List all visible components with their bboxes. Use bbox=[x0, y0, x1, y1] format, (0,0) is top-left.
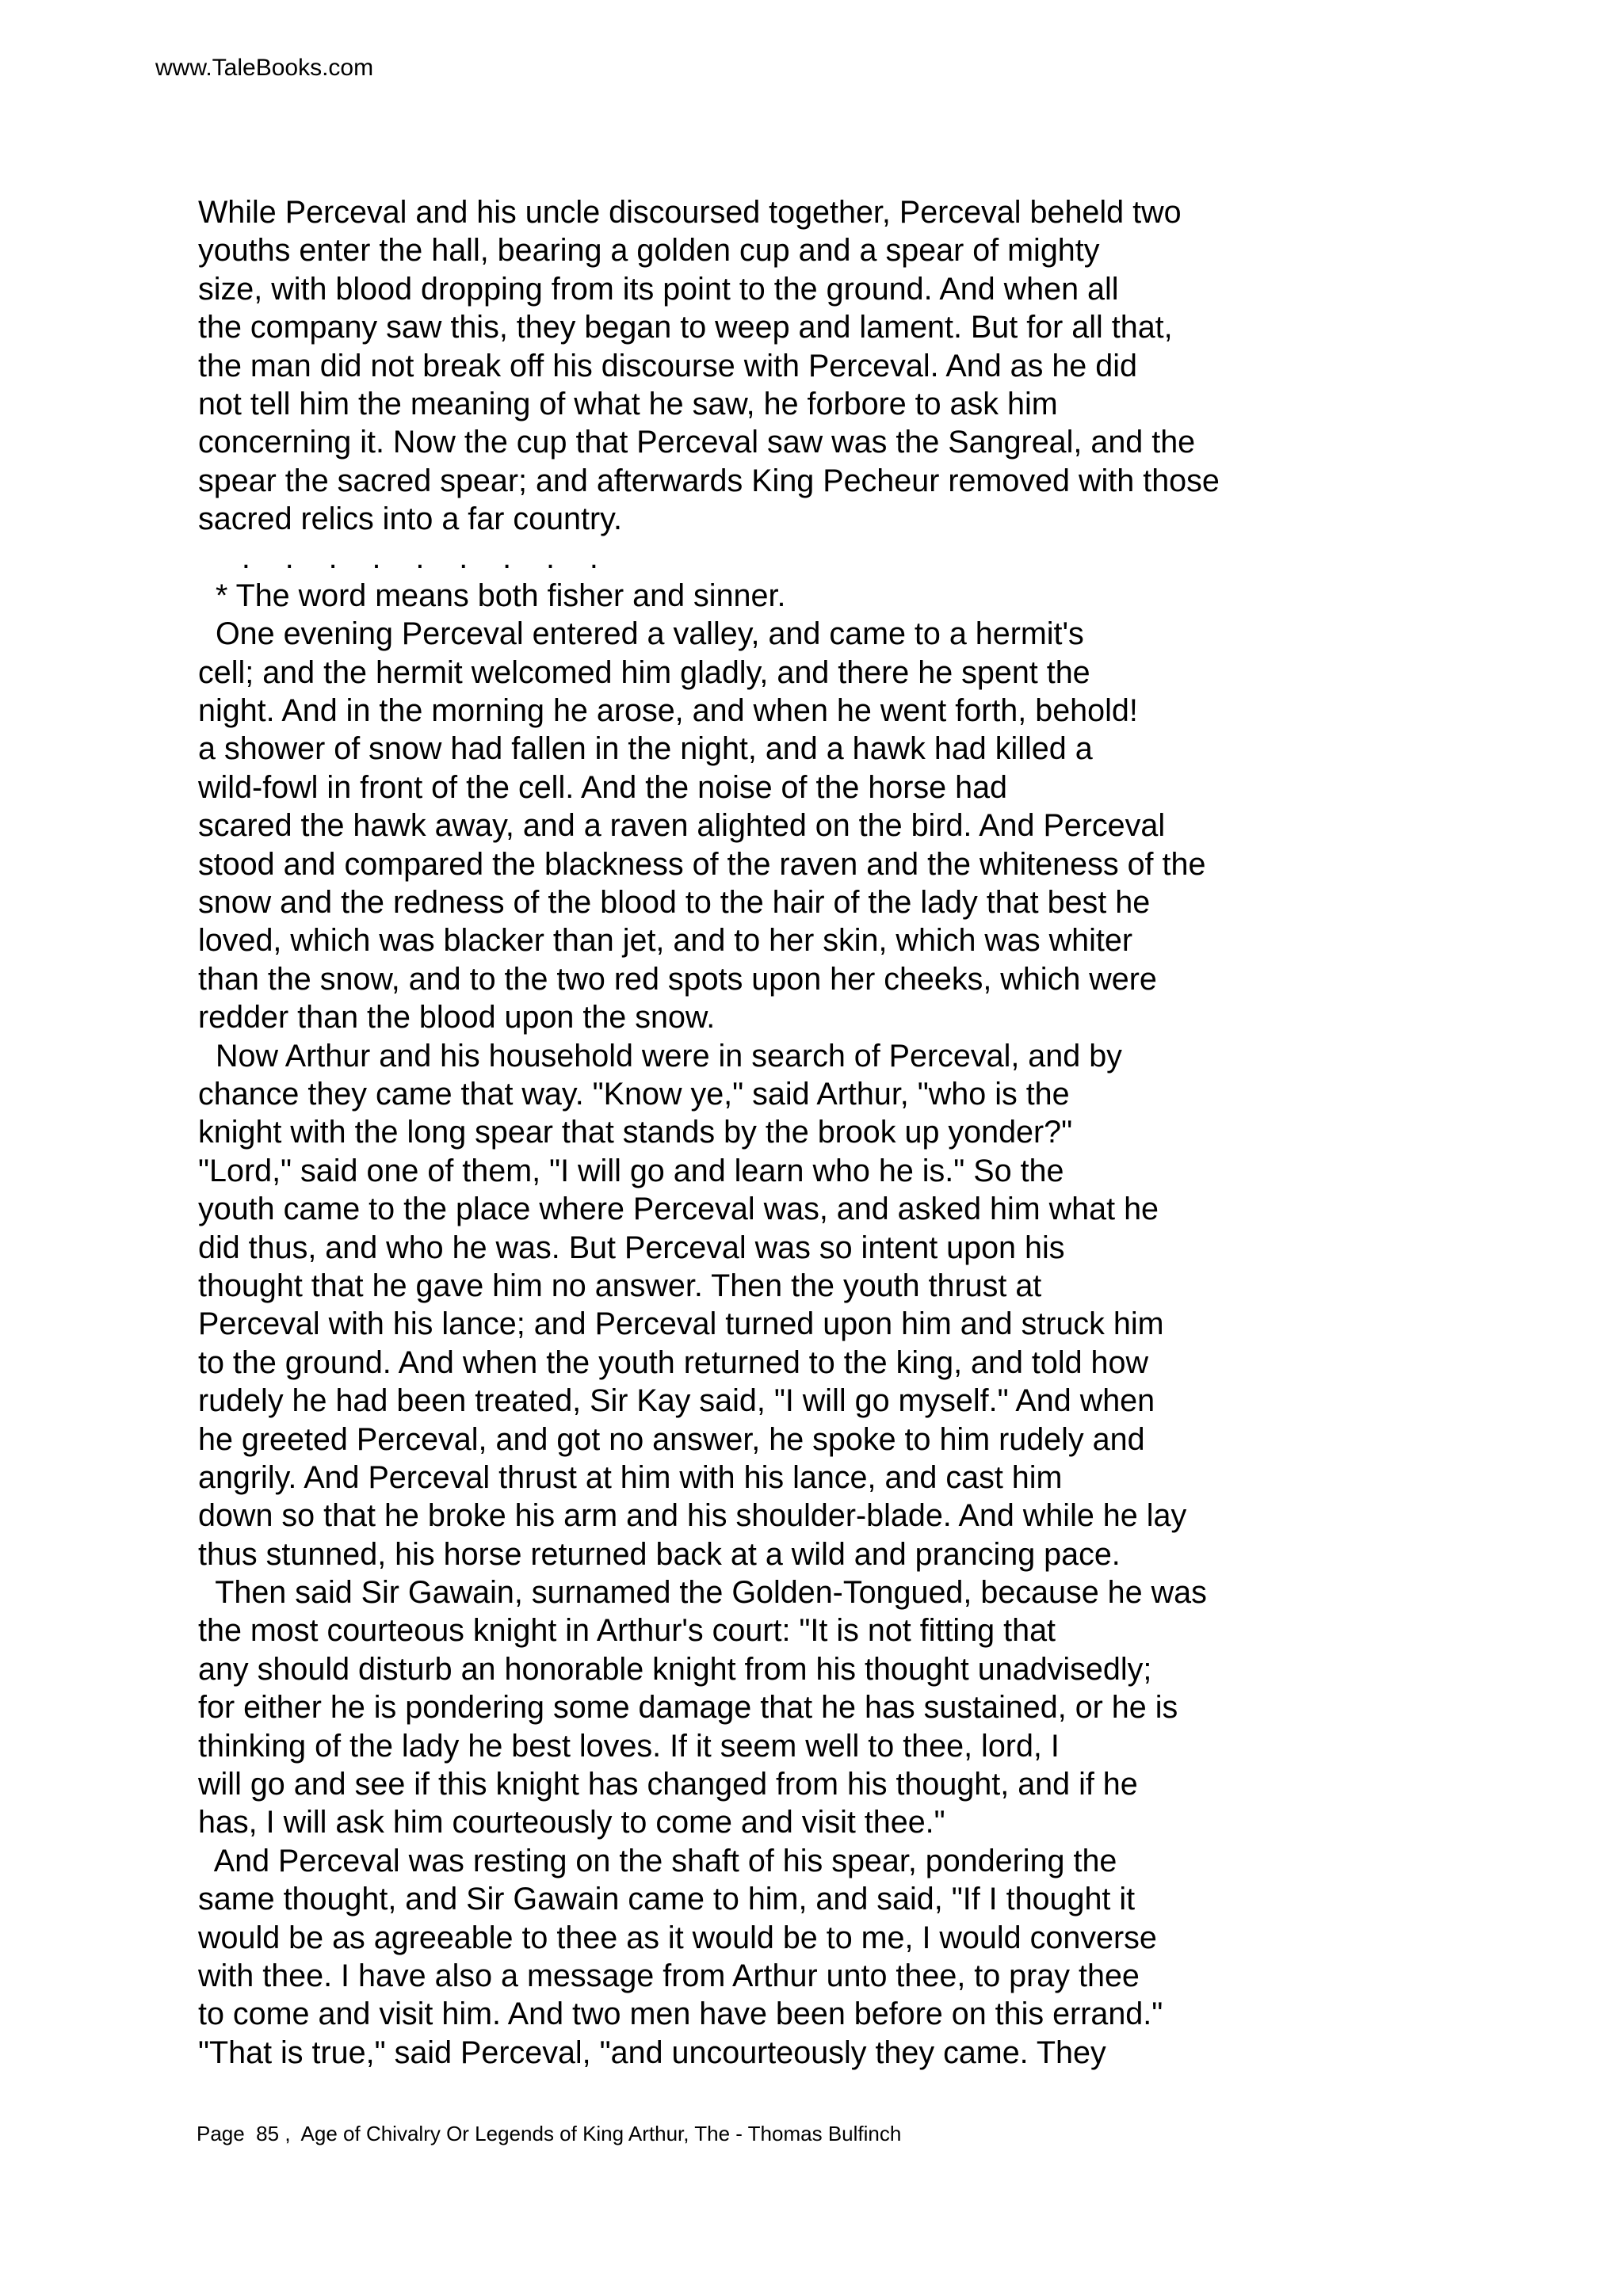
text-line: loved, which was blacker than jet, and to her skin, which was whiter bbox=[198, 923, 1132, 959]
text-line: rudely he had been treated, Sir Kay said, "I will go myself." And when bbox=[198, 1383, 1155, 1419]
text-line: cell; and the hermit welcomed him gladly, and there he spent the bbox=[198, 654, 1090, 690]
text-line: "That is true," said Perceval, "and uncourteously they came. They bbox=[198, 2035, 1106, 2070]
text-line: youths enter the hall, bearing a golden cup and a spear of mighty bbox=[198, 233, 1100, 269]
text-line: scared the hawk away, and a raven alighted on the bird. And Perceval bbox=[198, 808, 1166, 844]
text-line: not tell him the meaning of what he saw, he forbore to ask him bbox=[198, 386, 1058, 421]
text-line: sacred relics into a far country. bbox=[198, 502, 622, 537]
text-line: to the ground. And when the youth returned to the king, and told how bbox=[198, 1344, 1149, 1380]
text-line: a shower of snow had fallen in the night, and a hawk had killed a bbox=[198, 731, 1093, 767]
text-line: One evening Perceval entered a valley, and came to a hermit's bbox=[198, 616, 1084, 652]
text-line: to come and visit him. And two men have been before on this errand." bbox=[198, 1997, 1163, 2032]
text-line: any should disturb an honorable knight from his thought unadvisedly; bbox=[198, 1651, 1152, 1687]
text-line: thus stunned, his horse returned back at a wild and prancing pace. bbox=[198, 1536, 1121, 1572]
text-line: would be as agreeable to thee as it would be to me, I would converse bbox=[198, 1920, 1157, 1955]
text-line: same thought, and Sir Gawain came to him, and said, "If I thought it bbox=[198, 1882, 1136, 1917]
site-url: www.TaleBooks.com bbox=[155, 55, 374, 81]
text-line: While Perceval and his uncle discoursed together, Perceval beheld two bbox=[198, 195, 1182, 230]
text-line: thinking of the lady he best loves. If it seem well to thee, lord, I bbox=[198, 1728, 1060, 1764]
text-line: * The word means both fisher and sinner. bbox=[198, 578, 786, 613]
text-line: down so that he broke his arm and his shoulder-blade. And while he lay bbox=[198, 1498, 1187, 1534]
text-line: redder than the blood upon the snow. bbox=[198, 1000, 716, 1035]
text-line: spear the sacred spear; and afterwards King Pecheur removed with those bbox=[198, 463, 1220, 498]
text-line: chance they came that way. "Know ye," said Arthur, "who is the bbox=[198, 1076, 1070, 1112]
text-line: he greeted Perceval, and got no answer, he spoke to him rudely and bbox=[198, 1421, 1145, 1457]
text-line: "Lord," said one of them, "I will go and learn who he is." So the bbox=[198, 1153, 1064, 1188]
text-line: angrily. And Perceval thrust at him with his lance, and cast him bbox=[198, 1459, 1063, 1495]
text-line: for either he is pondering some damage that he has sustained, or he is bbox=[198, 1690, 1178, 1726]
text-line: than the snow, and to the two red spots upon her cheeks, which were bbox=[198, 961, 1157, 997]
text-line: with thee. I have also a message from Arthur unto thee, to pray thee bbox=[198, 1958, 1140, 1993]
text-line: knight with the long spear that stands by the brook up yonder?" bbox=[198, 1115, 1073, 1150]
text-line: thought that he gave him no answer. Then the youth thrust at bbox=[198, 1268, 1042, 1303]
text-line: Then said Sir Gawain, surnamed the Golden-Tongued, because he was bbox=[198, 1575, 1207, 1611]
page-footer: Page 85 , Age of Chivalry Or Legends of King Arthur, The - Thomas Bulfinch bbox=[197, 2122, 902, 2145]
text-line: wild-fowl in front of the cell. And the noise of the horse had bbox=[198, 769, 1008, 805]
text-line: will go and see if this knight has changed from his thought, and if he bbox=[198, 1767, 1138, 1802]
text-line: concerning it. Now the cup that Perceval saw was the Sangreal, and the bbox=[198, 425, 1196, 460]
text-line: the man did not break off his discourse with Perceval. And as he did bbox=[198, 348, 1137, 383]
text-line: . . . . . . . . . bbox=[198, 540, 598, 575]
text-line: And Perceval was resting on the shaft of his spear, pondering the bbox=[198, 1843, 1117, 1878]
text-line: did thus, and who he was. But Perceval was so intent upon his bbox=[198, 1230, 1065, 1265]
text-line: has, I will ask him courteously to come and visit thee." bbox=[198, 1805, 945, 1840]
body-text bbox=[198, 193, 1545, 2072]
text-line: snow and the redness of the blood to the hair of the lady that best he bbox=[198, 885, 1151, 921]
text-line: night. And in the morning he arose, and when he went forth, behold! bbox=[198, 693, 1138, 729]
text-line: the company saw this, they began to weep and lament. But for all that, bbox=[198, 310, 1173, 345]
text-line: youth came to the place where Perceval was, and asked him what he bbox=[198, 1192, 1159, 1227]
text-line: the most courteous knight in Arthur's court: "It is not fitting that bbox=[198, 1613, 1056, 1649]
text-line: Now Arthur and his household were in search of Perceval, and by bbox=[198, 1038, 1122, 1074]
text-line: stood and compared the blackness of the raven and the whiteness of the bbox=[198, 846, 1206, 882]
text-line: size, with blood dropping from its point to the ground. And when all bbox=[198, 271, 1119, 307]
text-line: Perceval with his lance; and Perceval turned upon him and struck him bbox=[198, 1306, 1164, 1342]
